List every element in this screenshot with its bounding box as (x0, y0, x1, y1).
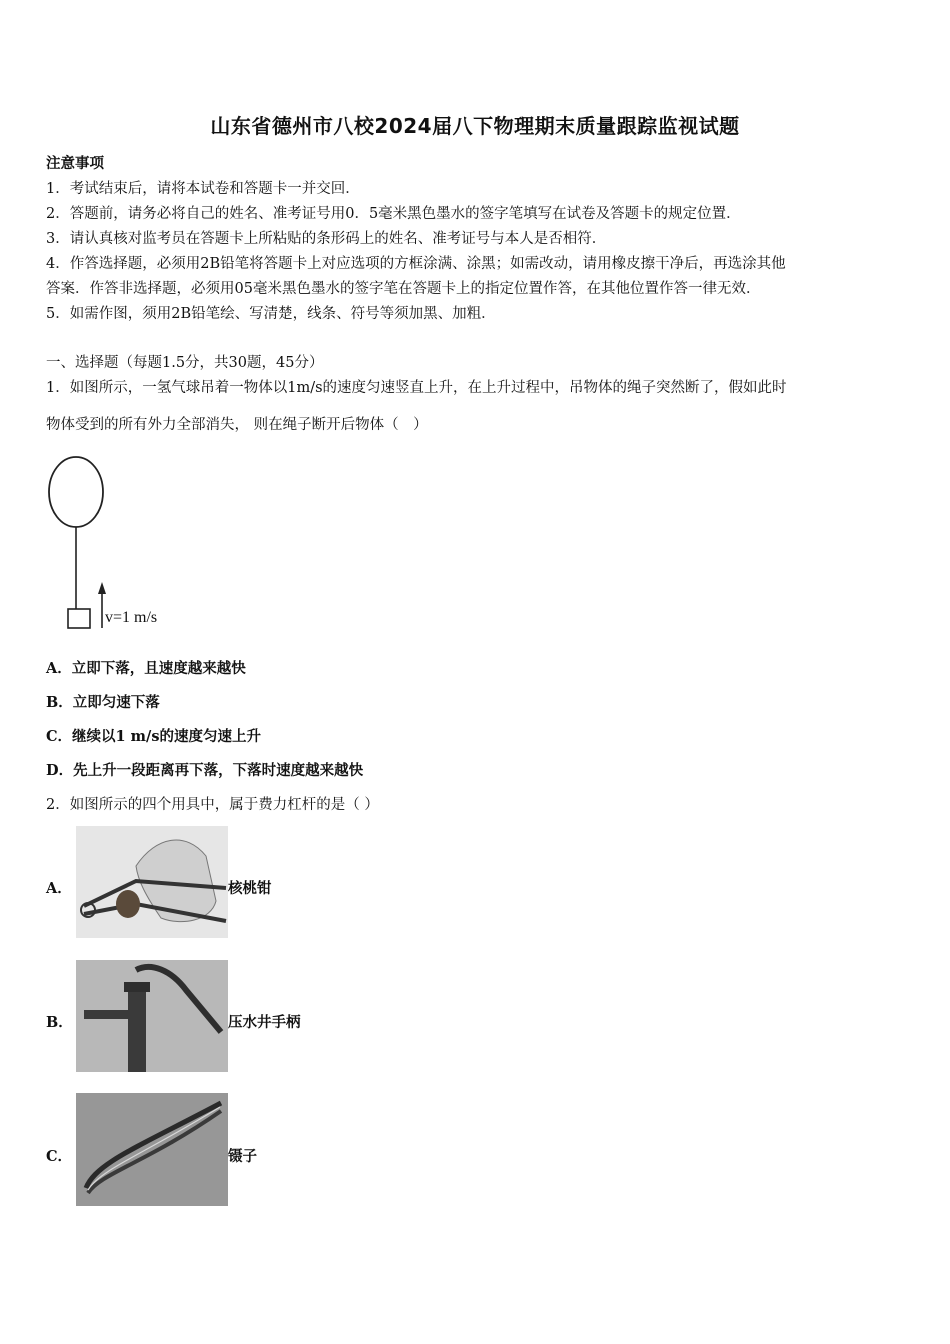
notice-item: 2．答题前，请务必将自己的姓名、准考证号用0．5毫米黑色墨水的签字笔填写在试卷及答题卡的规定位置． (46, 206, 741, 222)
q1-option-a: A．立即下落，且速度越来越快 (46, 660, 246, 677)
q2-stem: 2．如图所示的四个用具中，属于费力杠杆的是（ ） (46, 797, 379, 813)
tweezers-photo (76, 1093, 228, 1206)
notice-item: 1．考试结束后，请将本试卷和答题卡一并交回． (46, 181, 360, 197)
q2-option-c-letter: C． (46, 1148, 73, 1165)
q2-option-a-name: 核桃钳 (228, 880, 272, 897)
object-box (68, 609, 90, 628)
section-heading: 一、选择题（每题1.5分，共30题，45分） (46, 355, 324, 371)
q2-option-a-letter: A． (46, 880, 72, 897)
notice-item: 5．如需作图，须用2B铅笔绘、写清楚，线条、符号等须加黑、加粗． (46, 306, 496, 322)
notice-heading: 注意事项 (46, 155, 104, 172)
q1-option-b: B．立即匀速下落 (46, 694, 160, 711)
water-pump-photo (76, 960, 228, 1072)
q2-option-b-name: 压水井手柄 (228, 1014, 301, 1031)
nutcracker-illustration (76, 826, 228, 938)
velocity-arrow-head (98, 582, 106, 594)
q1-option-c: C．继续以1 m/s的速度匀速上升 (46, 728, 261, 745)
tweezers-illustration (76, 1093, 228, 1206)
water-pump-illustration (76, 960, 228, 1072)
balloon-figure (44, 452, 204, 637)
q1-option-d: D．先上升一段距离再下落，下落时速度越来越快 (46, 762, 364, 779)
q1-stem-line2: 物体受到的所有外力全部消失， 则在绳子断开后物体（ ） (46, 417, 428, 433)
q2-option-b-letter: B． (46, 1014, 73, 1031)
nutcracker-photo (76, 826, 228, 938)
notice-item: 答案．作答非选择题，必须用05毫米黑色墨水的签字笔在答题卡上的指定位置作答，在其他位置作答一律无效． (46, 281, 761, 297)
notice-item: 3．请认真核对监考员在答题卡上所粘贴的条形码上的姓名、准考证号与本人是否相符． (46, 231, 607, 247)
notice-item: 4．作答选择题，必须用2B铅笔将答题卡上对应选项的方框涂满、涂黑；如需改动，请用橡皮擦干净后，再选涂其他 (46, 256, 786, 272)
q2-option-c-name: 镊子 (228, 1148, 257, 1165)
q1-stem-line1: 1．如图所示，一氢气球吊着一物体以1m/s的速度匀速竖直上升，在上升过程中，吊物体的绳子突然断了，假如此时 (46, 380, 787, 396)
velocity-label: v=1 m/s (105, 609, 158, 626)
balloon-shape (49, 457, 103, 527)
page-title: 山东省德州市八校2024届八下物理期末质量跟踪监视试题 (210, 114, 740, 138)
